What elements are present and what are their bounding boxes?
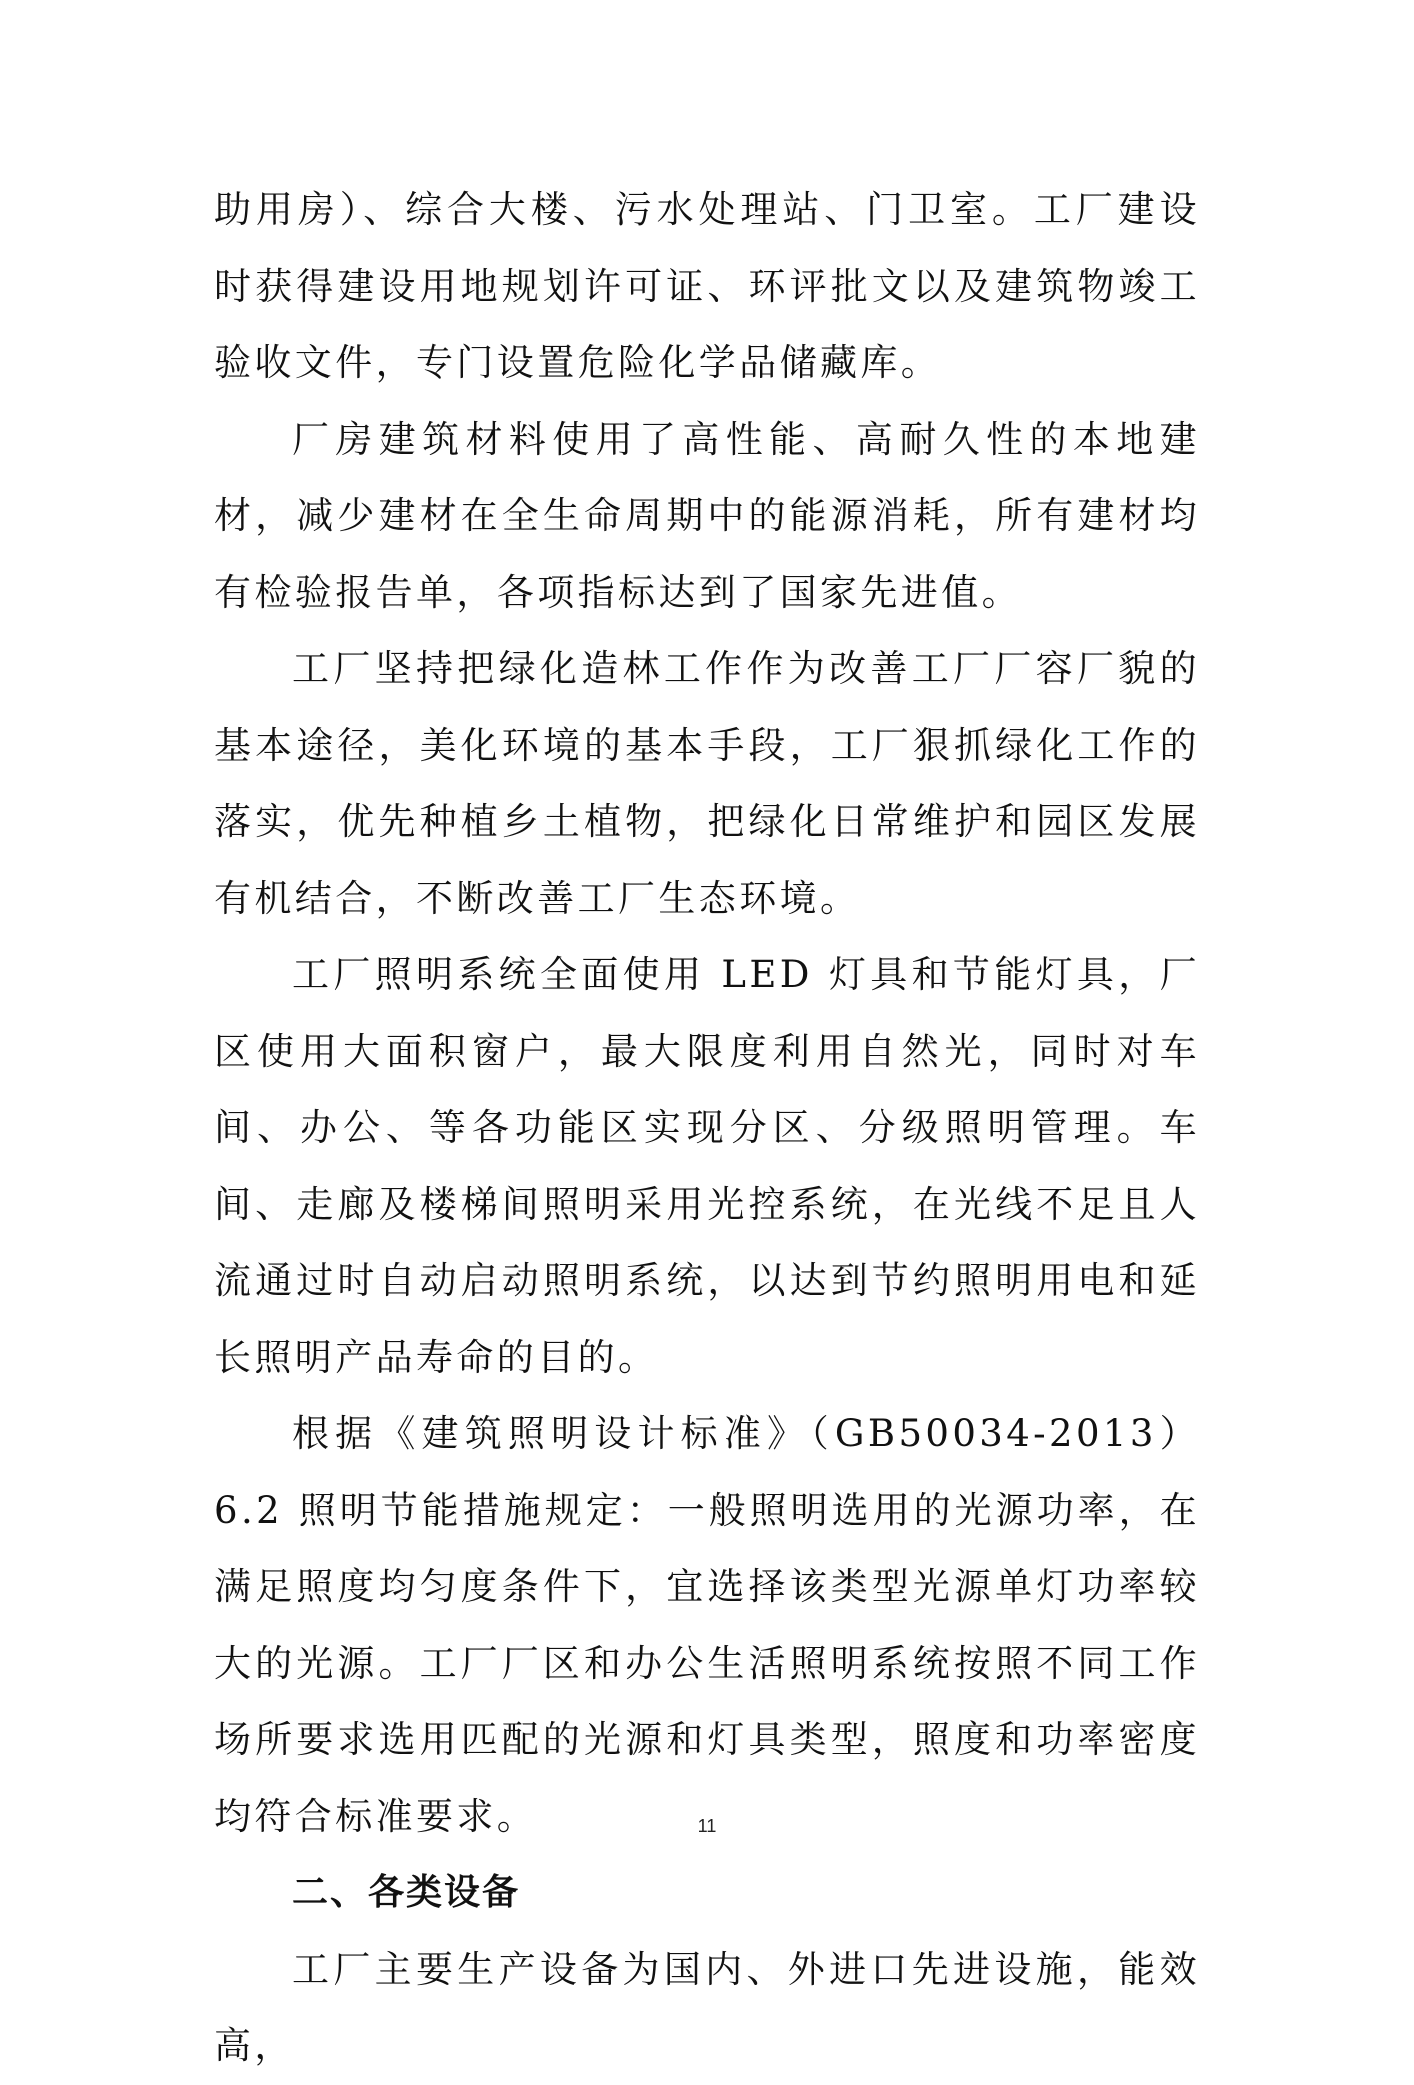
body-text <box>214 172 1200 2085</box>
page-number: 11 <box>697 1816 717 1836</box>
paragraph-continuation: 助用房）、综合大楼、污水处理站、门卫室。工厂建设时获得建设用地规划许可证、环评批文以及建筑物竣工验收文件，专门设置危险化学品储藏库。 <box>214 188 1200 384</box>
section-heading: 二、各类设备 <box>292 1872 521 1913</box>
paragraph-greening: 工厂坚持把绿化造林工作作为改善工厂厂容厂貌的基本途径，美化环境的基本手段，工厂狠抓绿化工作的落实，优先种植乡土植物，把绿化日常维护和园区发展有机结合，不断改善工厂生态环境。 <box>214 647 1200 920</box>
paragraph-lighting-standard: 根据《建筑照明设计标准》（GB50034-2013）6.2 照明节能措施规定：一般照明选用的光源功率，在满足照度均匀度条件下，宜选择该类型光源单灯功率较大的光源。工厂厂区和办公生活照明系统按照不同工作场所要求选用匹配的光源和灯具类型，照度和功率密度均符合标准要求。 <box>214 1412 1200 1838</box>
paragraph-lighting-system: 工厂照明系统全面使用 LED 灯具和节能灯具，厂区使用大面积窗户，最大限度利用自然光，同时对车间、办公、等各功能区实现分区、分级照明管理。车间、走廊及楼梯间照明采用光控系统，在光线不足且人流通过时自动启动照明系统，以达到节约照明用电和延长照明产品寿命的目的。 <box>214 953 1200 1379</box>
paragraph-equipment: 工厂主要生产设备为国内、外进口先进设施，能效高， <box>214 1947 1200 2067</box>
paragraph-building-materials: 厂房建筑材料使用了高性能、高耐久性的本地建材，减少建材在全生命周期中的能源消耗，所有建材均有检验报告单，各项指标达到了国家先进值。 <box>214 417 1200 614</box>
